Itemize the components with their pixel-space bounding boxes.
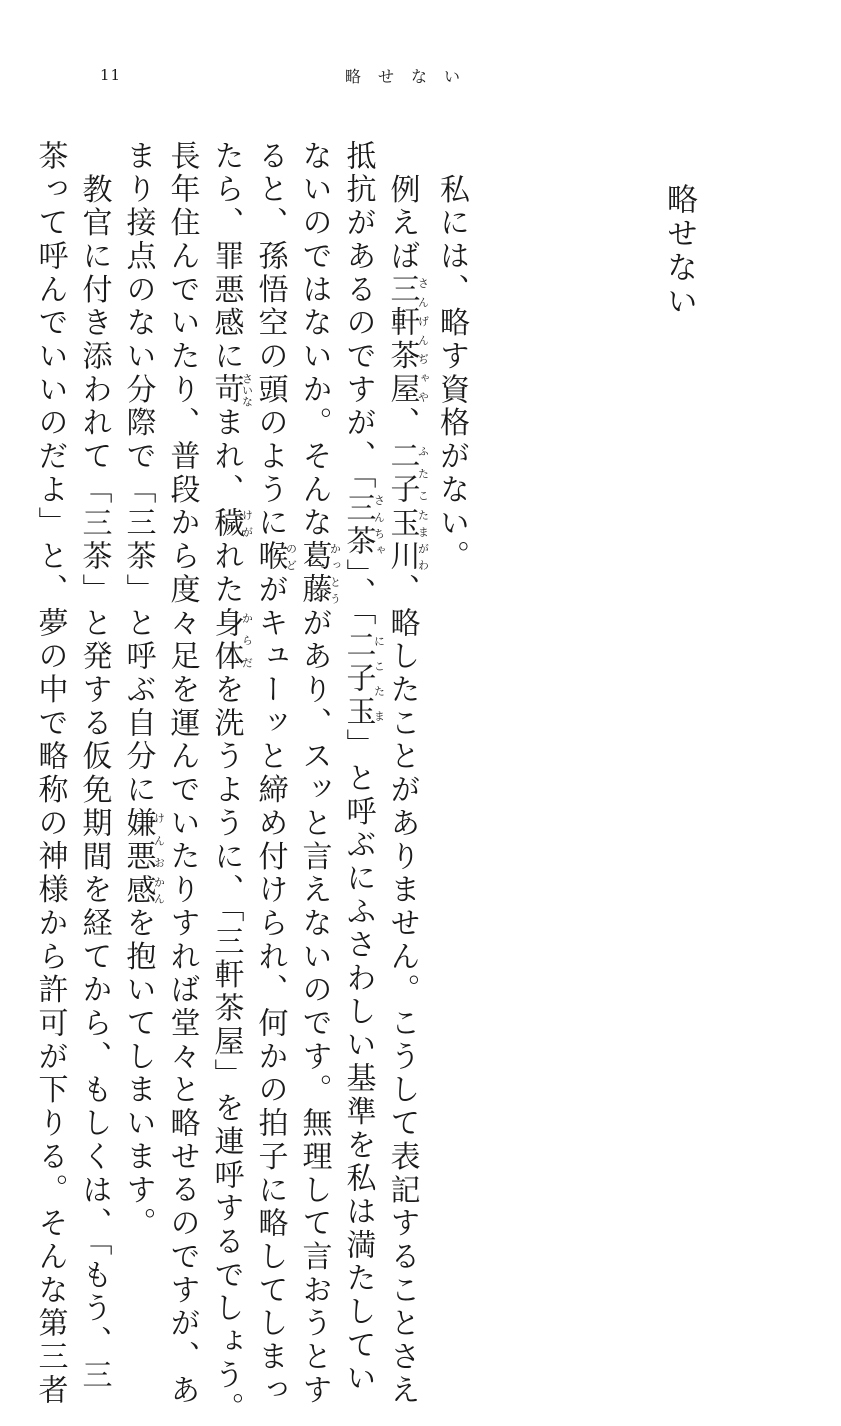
running-header: 略せない bbox=[345, 67, 478, 86]
ruby-word: 三茶さんちゃ bbox=[340, 491, 386, 559]
ruby-word: 喉のど bbox=[252, 540, 298, 574]
ruby-word: 嫌悪けんお bbox=[120, 807, 166, 874]
opening-line: 私には、略す資格がない。 bbox=[434, 173, 469, 574]
ruby-word: 三軒茶屋さんげんぢゃや bbox=[384, 273, 430, 407]
ruby-word: 玉川たまがわ bbox=[384, 506, 430, 574]
page-number: 11 bbox=[100, 66, 122, 84]
paragraph: 教官に付き添われて「三茶」と発する仮免期間を経てから、もしくは、「もう、三 茶って呼んでいいのだよ」と、夢の中で略称の神様から許可が下りる。そんな第三者 bbox=[32, 140, 112, 1408]
ruby-word: 感かん bbox=[120, 873, 166, 908]
ruby-word: 二子ふたこ bbox=[384, 440, 430, 507]
ruby-word: 苛さいな bbox=[208, 372, 254, 408]
chapter-title: 略せない bbox=[661, 183, 697, 319]
ruby-word: 葛藤かっとう bbox=[296, 540, 342, 607]
paragraph: 長年住んでいたり、普段から度々足を運んでいたりすれば堂々と略せるのですが、あ まり接点のない分際で「三茶」と呼ぶ自分に嫌悪けんお感かんを抱いてしまいます。 bbox=[120, 140, 200, 1408]
ruby-word: 二子玉にこたま bbox=[340, 628, 386, 729]
ruby-word: 穢けが bbox=[208, 506, 254, 541]
essay-body bbox=[32, 140, 473, 1426]
paragraph: 例えば三軒茶屋さんげんぢゃや、二子ふたこ玉川たまがわ、略したことがありません。こうして表記することさえ 抵抗があるのですが、「三茶さんちゃ」、「二子玉にこたま」と呼ぶにふさわしい基準を私は満たしてい ないのではないか。そんな葛藤かっとうがあり、スッと言えないのです。無理して言おうとす ると、孫悟空の頭のように喉のどがキューッと締め付けられ、何かの拍子に略してしまっ たら、罪悪感に苛さいなまれ、穢けがれた身体からだを洗うように、「三軒茶屋」を連呼するでしょう。 bbox=[208, 140, 430, 1426]
ruby-word: 身体からだ bbox=[208, 606, 254, 674]
